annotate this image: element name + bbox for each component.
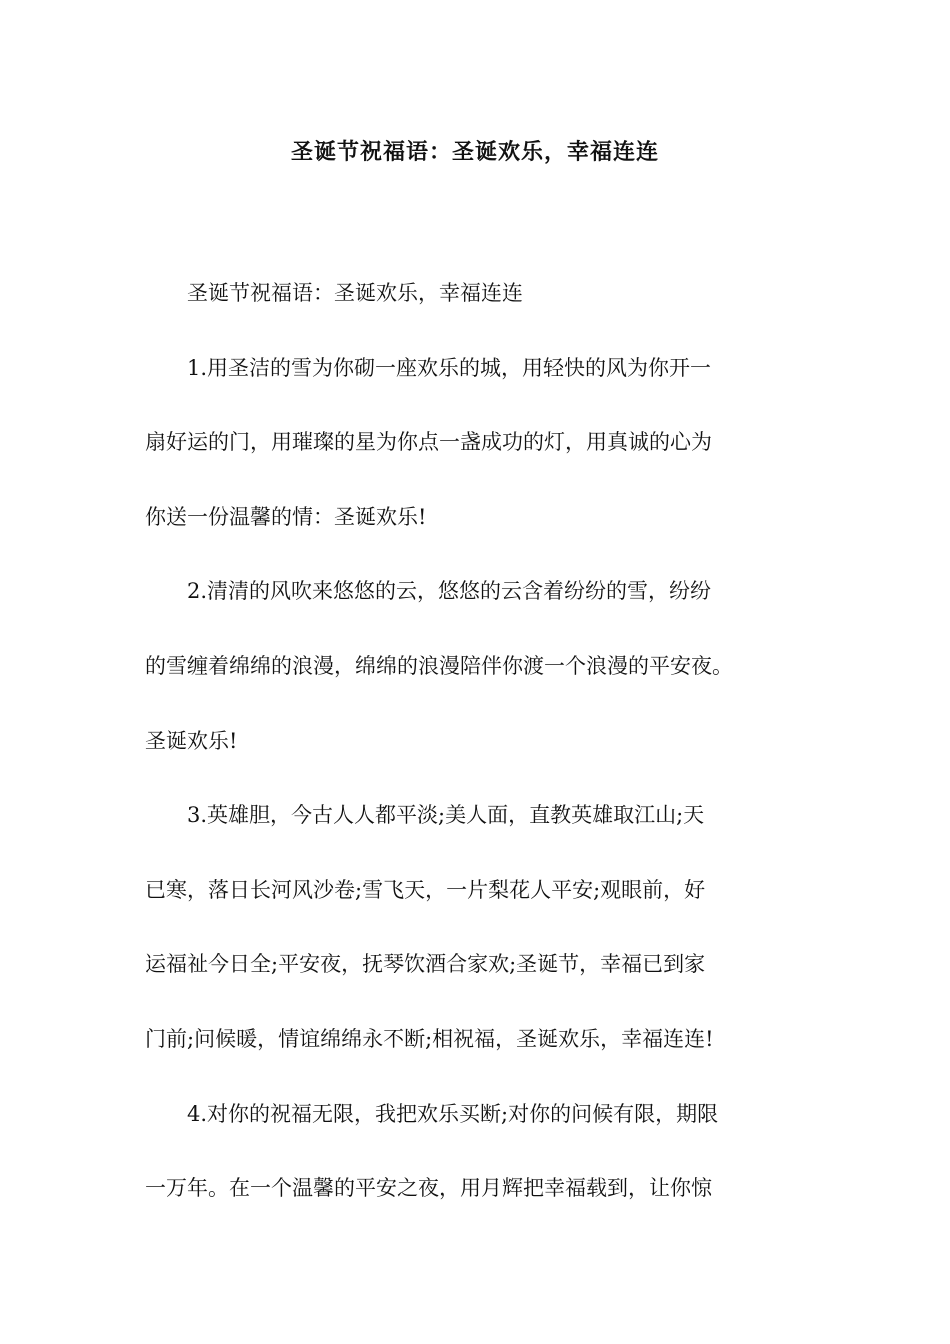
- text-line: 已寒，落日长河风沙卷;雪飞天，一片梨花人平安;观眼前，好: [145, 877, 706, 902]
- text-line: 圣诞节祝福语：圣诞欢乐，幸福连连: [187, 281, 523, 305]
- text-line: 1.用圣洁的雪为你砌一座欢乐的城，用轻快的风为你开一: [187, 355, 712, 380]
- text-line: 你送一份温馨的情：圣诞欢乐!: [145, 504, 427, 529]
- document-body: [145, 256, 815, 1226]
- text-line: 门前;问候暖，情谊绵绵永不断;相祝福，圣诞欢乐，幸福连连!: [145, 1026, 714, 1051]
- text-line: 扇好运的门，用璀璨的星为你点一盏成功的灯，用真诚的心为: [145, 430, 712, 455]
- paragraph-3: [145, 778, 815, 1076]
- text-line: 3.英雄胆，今古人人都平淡;美人面，直教英雄取江山;天: [187, 803, 705, 828]
- subtitle-paragraph: [145, 256, 815, 331]
- text-line: 圣诞欢乐!: [145, 728, 238, 753]
- text-line: 的雪缠着绵绵的浪漫，绵绵的浪漫陪伴你渡一个浪漫的平安夜。: [145, 653, 733, 678]
- text-line: 2.清清的风吹来悠悠的云，悠悠的云含着纷纷的雪，纷纷: [187, 579, 712, 604]
- paragraph-1: [145, 331, 815, 555]
- document-title: 圣诞节祝福语：圣诞欢乐，幸福连连: [290, 139, 659, 165]
- paragraph-2: [145, 554, 815, 778]
- text-line: 4.对你的祝福无限，我把欢乐买断;对你的问候有限，期限: [187, 1101, 719, 1126]
- text-line: 一万年。在一个温馨的平安之夜，用月辉把幸福载到，让你惊: [145, 1176, 712, 1201]
- paragraph-4: [145, 1077, 815, 1226]
- text-line: 运福祉今日全;平安夜，抚琴饮酒合家欢;圣诞节，幸福已到家: [145, 952, 706, 977]
